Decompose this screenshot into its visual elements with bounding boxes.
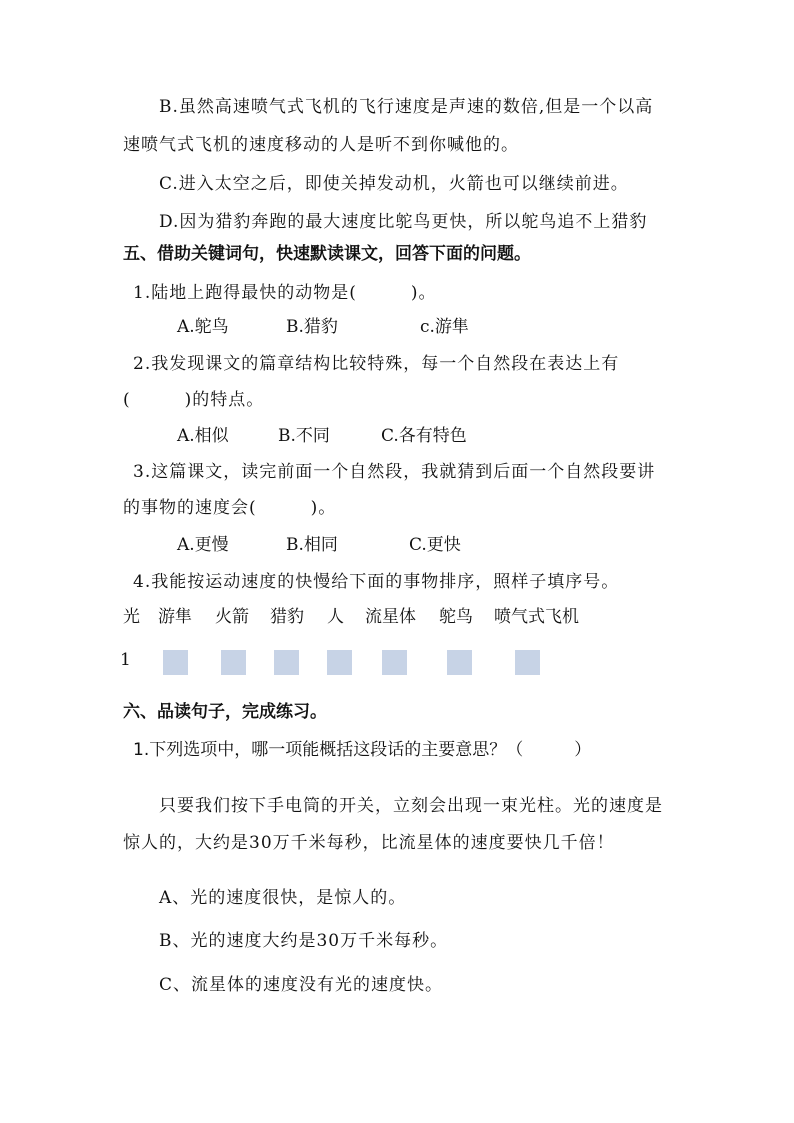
answer-box[interactable]: [163, 650, 188, 675]
passage-line-2: 惊人的，大约是30万千米每秒，比流星体的速度要快几千倍！: [123, 833, 615, 853]
item-cheetah: 猎豹: [270, 607, 304, 627]
option-c[interactable]: C.各有特色: [381, 426, 467, 446]
passage-line-1: 只要我们按下手电筒的开关，立刻会出现一束光柱。光的速度是: [159, 796, 663, 816]
item-meteoroid: 流星体: [365, 607, 416, 627]
question-1: 1.陆地上跑得最快的动物是( )。: [133, 283, 437, 303]
item-falcon: 游隼: [158, 607, 192, 627]
option-a[interactable]: A.更慢: [177, 535, 229, 555]
answer-box[interactable]: [382, 650, 407, 675]
question-2-line-2: ( )的特点。: [123, 390, 265, 410]
option-c[interactable]: C.更快: [409, 535, 461, 555]
option-b-line-1: B.虽然高速喷气式飞机的飞行速度是声速的数倍,但是一个以高: [159, 97, 654, 117]
question-3-line-1: 3.这篇课文，读完前面一个自然段，我就猜到后面一个自然段要讲: [133, 462, 656, 482]
option-c[interactable]: c.游隼: [420, 317, 469, 337]
item-person: 人: [327, 607, 344, 627]
option-b[interactable]: B.不同: [278, 426, 330, 446]
option-b[interactable]: B.相同: [286, 535, 338, 555]
section-5-heading: 五、借助关键词句，快速默读课文，回答下面的问题。: [123, 244, 531, 264]
answer-option-c[interactable]: C、流星体的速度没有光的速度快。: [159, 975, 444, 995]
section-6-heading: 六、品读句子，完成练习。: [123, 702, 327, 722]
item-rocket: 火箭: [215, 607, 249, 627]
answer-option-b[interactable]: B、光的速度大约是30万千米每秒。: [159, 931, 449, 951]
option-a[interactable]: A.鸵鸟: [177, 317, 229, 337]
item-ostrich: 鸵鸟: [439, 607, 473, 627]
section-6-question-1: 1.下列选项中，哪一项能概括这段话的主要意思？（ ）: [133, 740, 592, 760]
answer-box[interactable]: [515, 650, 540, 675]
example-number: 1: [120, 650, 131, 670]
question-3-line-2: 的事物的速度会( )。: [123, 498, 337, 518]
option-d-line: D.因为猎豹奔跑的最大速度比鸵鸟更快，所以鸵鸟追不上猎豹: [159, 212, 648, 232]
question-2-line-1: 2.我发现课文的篇章结构比较特殊，每一个自然段在表达上有: [133, 354, 620, 374]
answer-box[interactable]: [447, 650, 472, 675]
answer-option-a[interactable]: A、光的速度很快，是惊人的。: [159, 888, 407, 908]
item-light: 光: [123, 607, 140, 627]
question-4: 4.我能按运动速度的快慢给下面的事物排序，照样子填序号。: [133, 572, 620, 592]
answer-box[interactable]: [274, 650, 299, 675]
item-jet-plane: 喷气式飞机: [494, 607, 579, 627]
answer-box[interactable]: [327, 650, 352, 675]
option-c-line: C.进入太空之后，即使关掉发动机，火箭也可以继续前进。: [159, 174, 629, 194]
option-b-line-2: 速喷气式飞机的速度移动的人是听不到你喊他的。: [123, 135, 519, 155]
answer-box[interactable]: [221, 650, 246, 675]
option-b[interactable]: B.猎豹: [286, 317, 338, 337]
option-a[interactable]: A.相似: [177, 426, 229, 446]
